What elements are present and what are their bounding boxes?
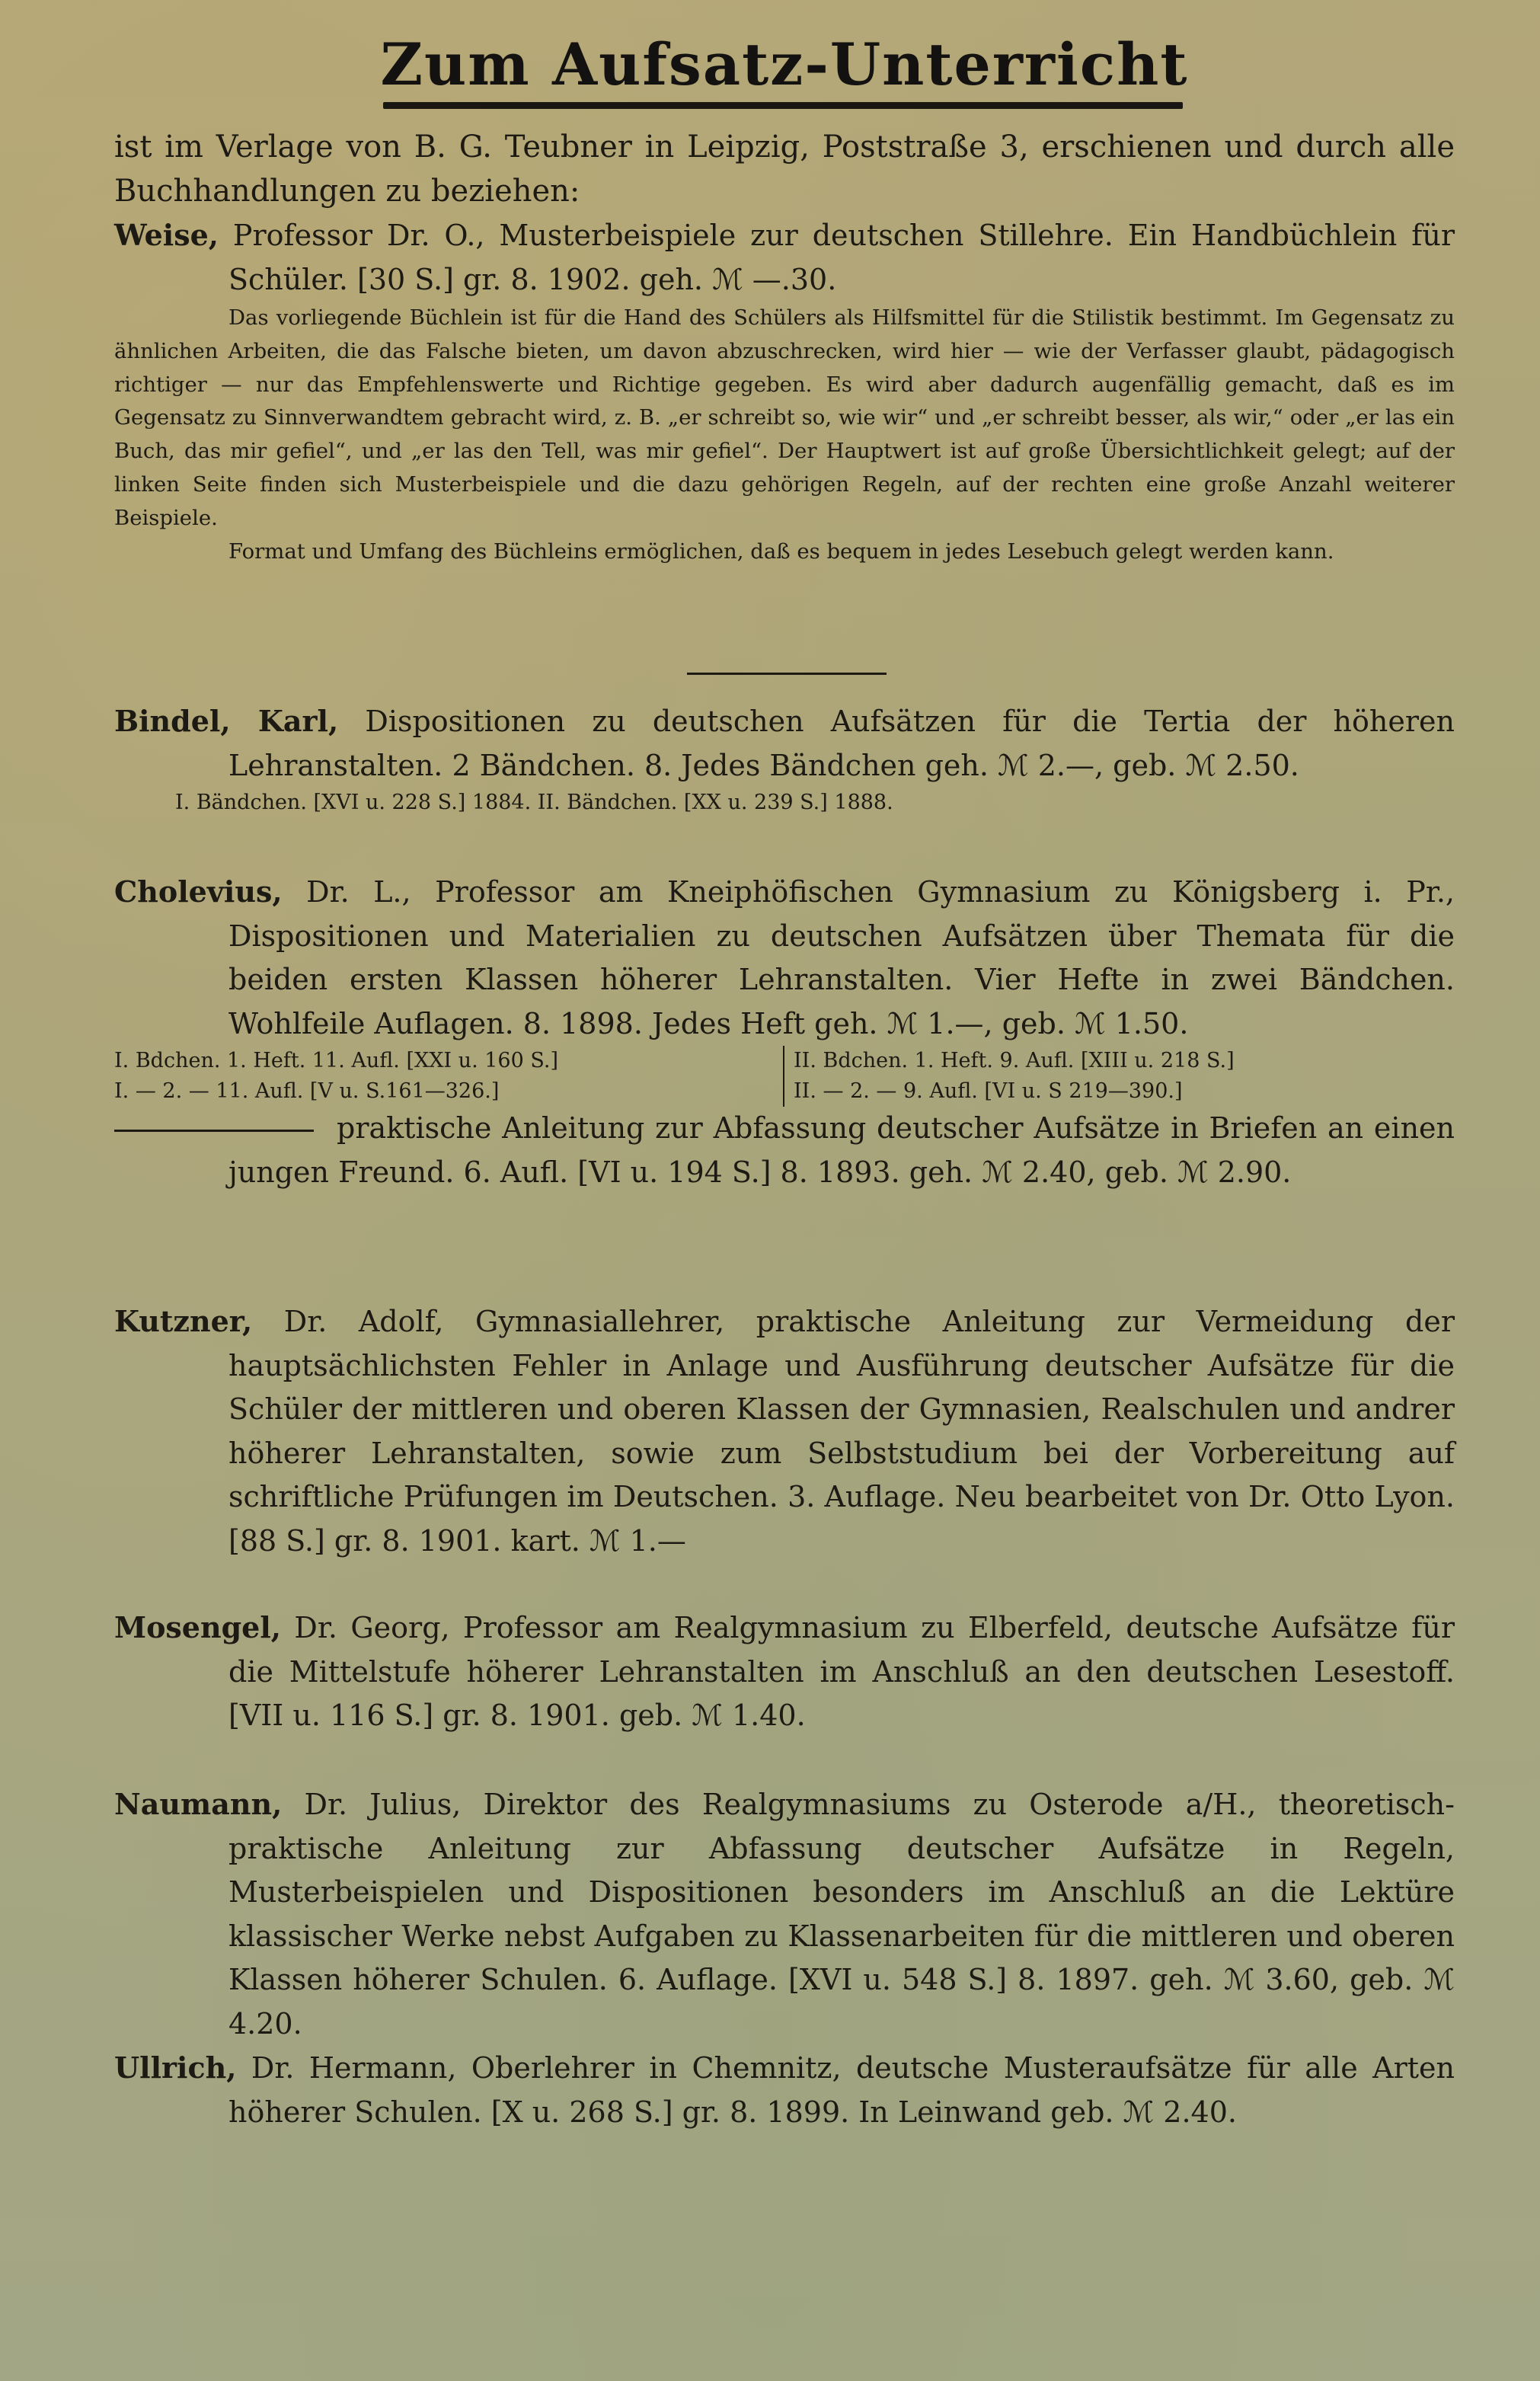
entry-naumann xyxy=(114,1782,1455,2046)
intro-text: ist im Verlage von B. G. Teubner in Leipzig, Poststraße 3, erschienen und durch alle Buchhandlungen zu beziehen: xyxy=(114,129,1455,209)
author-name: Cholevius, xyxy=(114,874,283,909)
volume-list: I. Bändchen. [XVI u. 228 S.] 1884. II. Bändchen. [XX u. 239 S.] 1888. xyxy=(175,791,893,814)
entry-description: Das vorliegende Büchlein ist für die Hand des Schülers als Hilfsmittel für die Stilistik bestimmt. Im Gegensatz zu ähnlichen Arbeiten, die das Falsche bieten, um davon abzuschrecken, wird hier — wie der Verfasser glaubt, pädagogisch richtiger — nur das Empfehlenswerte und Richtige gegeben. Es wird aber dadurch augenfällig gemacht, daß es im Gegensatz zu Sinnverwandtem gebracht wird, z. B. „er schreibt so, wie wir“ und „er schreibt besser, als wir,“ oder „er las ein Buch, das mir gefiel“, und „er las den Tell, was mir gefiel“. Der Hauptwert ist auf große Übersichtlichkeit gelegt; auf der linken Seite finden sich Musterbeispiele und die dazu gehörigen Regeln, auf der rechten eine große Anzahl weiterer Beispiele. xyxy=(114,305,1455,530)
entry-citation xyxy=(114,1782,1455,2046)
volume-column-left xyxy=(114,1046,784,1107)
citation-text: Dr. Julius, Direktor des Realgymnasiums zu Osterode a/H., theoretisch-praktische Anleitung zur Abfassung deutscher Aufsätze in Regeln, Musterbeispielen und Dispositionen besonders im Anschluß an die Lektüre klassischer Werke nebst Aufgaben zu Klassenarbeiten für die mittleren und oberen Klassen höherer Schulen. 6. Auflage. [XVI u. 548 S.] 8. 1897. geh. ℳ 3.60, geb. ℳ 4.20. xyxy=(228,1788,1455,2041)
author-name: Ullrich, xyxy=(114,2050,237,2085)
volume-row: I. — 2. — 11. Aufl. [V u. S.161—326.] xyxy=(114,1079,500,1103)
entry-cholevius xyxy=(114,870,1455,1194)
ditto-dash xyxy=(114,1130,314,1132)
section-divider xyxy=(687,673,887,675)
entry-description-2: Format und Umfang des Büchleins ermöglichen, daß es bequem in jedes Lesebuch gelegt werden kann. xyxy=(228,539,1334,564)
citation-text: Dr. Hermann, Oberlehrer in Chemnitz, deutsche Musteraufsätze für alle Arten höherer Schulen. [X u. 268 S.] gr. 8. 1899. In Leinwand geb. ℳ 2.40. xyxy=(228,2051,1455,2129)
entry-citation xyxy=(114,2046,1455,2134)
citation-text: Dr. L., Professor am Kneiphöfischen Gymnasium zu Königsberg i. Pr., Dispositionen und Materialien zu deutschen Aufsätzen über Themata für die beiden ersten Klassen höherer Lehranstalten. Vier Hefte in zwei Bändchen. Wohlfeile Auflagen. 8. 1898. Jedes Heft geh. ℳ 1.—, geb. ℳ 1.50. xyxy=(228,875,1455,1040)
second-work-citation xyxy=(114,1107,1455,1194)
author-name: Weise, xyxy=(114,218,219,252)
citation-text: Dr. Georg, Professor am Realgymnasium zu Elberfeld, deutsche Aufsätze für die Mittelstufe höherer Lehranstalten im Anschluß an den deutschen Lesestoff. [VII u. 116 S.] gr. 8. 1901. geb. ℳ 1.40. xyxy=(228,1611,1455,1732)
entry-citation xyxy=(114,213,1455,302)
author-name: Kutzner, xyxy=(114,1304,253,1338)
volume-column-right xyxy=(784,1046,1455,1107)
author-name: Bindel, Karl, xyxy=(114,704,339,738)
page-title: Zum Aufsatz-Unterricht xyxy=(380,30,1189,98)
volume-row: II. — 2. — 9. Aufl. [VI u. S 219—390.] xyxy=(794,1079,1183,1103)
entry-weise xyxy=(114,213,1455,568)
entry-mosengel xyxy=(114,1606,1455,1738)
citation-text: Professor Dr. O., Musterbeispiele zur deutschen Stillehre. Ein Handbüchlein für Schüler. [30 S.] gr. 8. 1902. geh. ℳ —.30. xyxy=(219,219,1455,296)
author-name: Mosengel, xyxy=(114,1610,282,1644)
volume-row: II. Bdchen. 1. Heft. 9. Aufl. [XIII u. 218 S.] xyxy=(794,1049,1235,1072)
volume-row: I. Bdchen. 1. Heft. 11. Aufl. [XXI u. 160 S.] xyxy=(114,1049,559,1072)
entry-kutzner xyxy=(114,1299,1455,1563)
entry-bindel xyxy=(114,699,1455,818)
entry-citation xyxy=(114,1299,1455,1563)
citation-text: Dr. Adolf, Gymnasiallehrer, praktische Anleitung zur Vermeidung der hauptsächlichsten Fehler in Anlage und Ausführung deutscher Aufsätze für die Schüler der mittleren und oberen Klassen der Gymnasien, Realschulen und andrer höherer Lehranstalten, sowie zum Selbststudium bei der Vorbereitung auf schriftliche Prüfungen im Deutschen. 3. Auflage. Neu bearbeitet von Dr. Otto Lyon. [88 S.] gr. 8. 1901. kart. ℳ 1.— xyxy=(228,1305,1455,1558)
author-name: Naumann, xyxy=(114,1787,283,1821)
entry-citation xyxy=(114,870,1455,1046)
entry-citation xyxy=(114,1606,1455,1738)
title-underline xyxy=(383,102,1183,109)
citation-text: praktische Anleitung zur Abfassung deutscher Aufsätze in Briefen an einen jungen Freund. 6. Aufl. [VI u. 194 S.] 8. 1893. geh. ℳ 2.40, geb. ℳ 2.90. xyxy=(228,1111,1455,1189)
entry-citation xyxy=(114,699,1455,788)
entry-ullrich xyxy=(114,2046,1455,2134)
volume-table xyxy=(114,1046,1455,1107)
citation-text: Dispositionen zu deutschen Aufsätzen für die Tertia der höheren Lehranstalten. 2 Bändchen. 8. Jedes Bändchen geh. ℳ 2.—, geb. ℳ 2.50. xyxy=(228,705,1455,782)
